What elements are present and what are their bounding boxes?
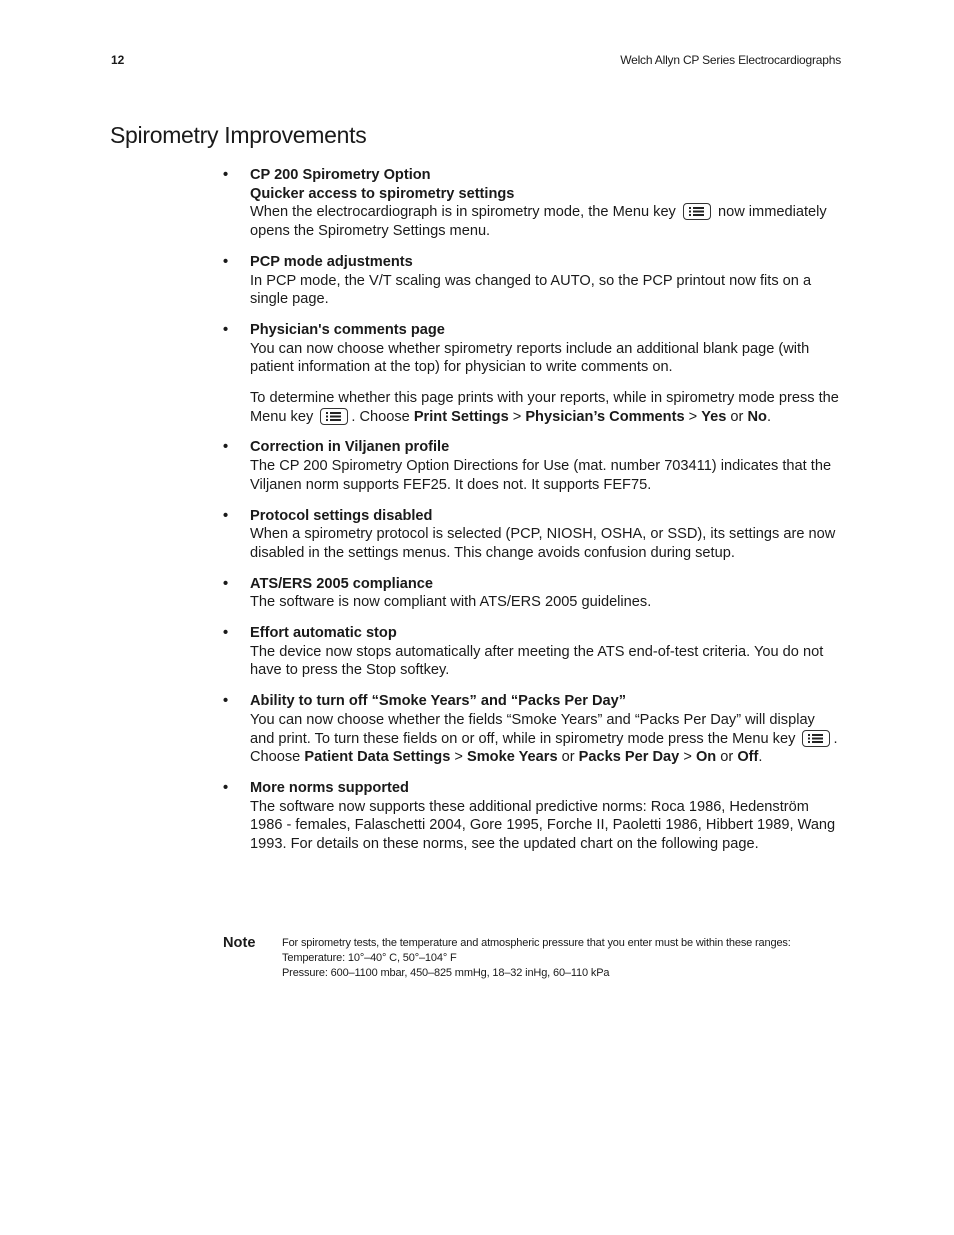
body-text: . bbox=[766, 408, 771, 425]
bullet: • bbox=[223, 779, 229, 796]
menu-key-icon bbox=[320, 408, 348, 425]
note-text bbox=[282, 936, 791, 981]
page-number: 12 bbox=[111, 53, 125, 67]
note-line-temperature: Temperature: 10°–40° C, 50°–104° F bbox=[282, 952, 457, 964]
menu-path-separator: > bbox=[684, 408, 702, 425]
item-title: PCP mode adjustments bbox=[250, 253, 413, 270]
item-body: The CP 200 Spirometry Option Directions for Use (mat. number 703411) indicates that the Viljanen norm supports FEF25. It does not. It supports FEF75. bbox=[250, 458, 832, 493]
item-title: Protocol settings disabled bbox=[250, 507, 433, 524]
item-body: In PCP mode, the V/T scaling was changed to AUTO, so the PCP printout now fits on a single page. bbox=[250, 272, 812, 308]
menu-path-patient-data-settings: Patient Data Settings bbox=[304, 749, 451, 766]
option-on: On bbox=[695, 749, 717, 766]
body-text: or bbox=[726, 408, 748, 425]
menu-path-physicians-comments: Physician’s Comments bbox=[525, 408, 685, 425]
menu-path-separator: > bbox=[508, 408, 526, 425]
body-text: or bbox=[716, 749, 738, 766]
menu-path-separator: > bbox=[450, 749, 467, 766]
option-off: Off bbox=[737, 749, 759, 766]
bullet: • bbox=[223, 625, 229, 642]
section-title: Spirometry Improvements bbox=[110, 122, 367, 148]
item-body: You can now choose whether spirometry reports include an additional blank page (with patient information at the top) for physician to write comments on. bbox=[250, 340, 810, 376]
item-body: The software is now compliant with ATS/ERS 2005 guidelines. bbox=[250, 594, 652, 611]
list-item-more-norms-supported bbox=[222, 779, 842, 854]
option-no: No bbox=[747, 408, 767, 425]
item-body: The device now stops automatically after meeting the ATS end-of-test criteria. You do not have to press the Stop softkey. bbox=[250, 643, 824, 679]
list-item-physicians-comments-page bbox=[222, 321, 842, 427]
body-text: When the electrocardiograph is in spirometry mode, the Menu key bbox=[250, 204, 676, 221]
item-body: When a spirometry protocol is selected (PCP, NIOSH, OSHA, or SSD), its settings are now disabled in the settings menus. This change avoids confusion during setup. bbox=[250, 526, 836, 561]
bullet: • bbox=[223, 167, 229, 183]
item-title: Physician's comments page bbox=[250, 321, 445, 338]
bullet: • bbox=[223, 321, 229, 338]
body-text: or bbox=[557, 749, 579, 766]
menu-path-packs-per-day: Packs Per Day bbox=[578, 749, 680, 766]
note-label: Note bbox=[223, 935, 256, 951]
item-title: Ability to turn off “Smoke Years” and “Packs Per Day” bbox=[250, 693, 627, 710]
list-item-cp200-spirometry-option bbox=[222, 166, 842, 241]
body-text: You can now choose whether the fields “Smoke Years” and “Packs Per Day” will display and print. To turn these fields on or off, while in spirometry mode press the Menu key bbox=[250, 711, 815, 747]
item-body: The software now supports these additional predictive norms: Roca 1986, Hedenström 1986 - females, Falaschetti 2004, Gore 1995, Forche II, Paoletti 1986, Hibbert 1989, Wang 1993. For details on these norms, see the updated chart on the following page. bbox=[250, 798, 836, 853]
menu-path-separator: > bbox=[679, 749, 696, 766]
bullet: • bbox=[223, 253, 229, 270]
item-subtitle: Quicker access to spirometry settings bbox=[250, 185, 515, 202]
bullet: • bbox=[223, 439, 229, 456]
note-line: For spirometry tests, the temperature and atmospheric pressure that you enter must be within these ranges: bbox=[282, 937, 791, 949]
item-body-instructions bbox=[250, 389, 842, 426]
item-title: Effort automatic stop bbox=[250, 625, 397, 642]
menu-key-icon bbox=[683, 203, 711, 220]
item-body bbox=[250, 711, 842, 767]
item-body bbox=[250, 203, 842, 240]
body-text: To determine whether this page prints with your reports, while in spirometry mode press the Menu key bbox=[250, 390, 839, 425]
bullet: • bbox=[223, 507, 229, 524]
body-text: . bbox=[758, 749, 763, 766]
menu-path-smoke-years: Smoke Years bbox=[466, 749, 558, 766]
running-header: Welch Allyn CP Series Electrocardiographs bbox=[620, 53, 841, 67]
list-item-ats-ers-compliance bbox=[222, 575, 842, 612]
item-title: CP 200 Spirometry Option bbox=[250, 167, 431, 183]
list-item-protocol-settings-disabled bbox=[222, 507, 842, 563]
menu-key-icon bbox=[802, 730, 830, 747]
improvements-list bbox=[222, 166, 842, 866]
item-title: ATS/ERS 2005 compliance bbox=[250, 575, 434, 592]
item-title: More norms supported bbox=[250, 779, 409, 796]
menu-path-print-settings: Print Settings bbox=[413, 408, 509, 425]
body-text: now immediately opens the Spirometry Settings menu. bbox=[250, 204, 827, 240]
bullet: • bbox=[223, 693, 229, 710]
list-item-smoke-years-packs-per-day bbox=[222, 692, 842, 767]
list-item-pcp-mode-adjustments bbox=[222, 253, 842, 309]
option-yes: Yes bbox=[701, 408, 727, 425]
list-item-effort-automatic-stop bbox=[222, 624, 842, 680]
item-title: Correction in Viljanen profile bbox=[250, 439, 450, 456]
body-text: . Choose bbox=[351, 408, 414, 425]
note-line-pressure: Pressure: 600–1100 mbar, 450–825 mmHg, 18–32 inHg, 60–110 kPa bbox=[282, 967, 610, 979]
list-item-viljanen-correction bbox=[222, 438, 842, 494]
body-text: . Choose bbox=[250, 730, 838, 766]
bullet: • bbox=[223, 575, 229, 592]
